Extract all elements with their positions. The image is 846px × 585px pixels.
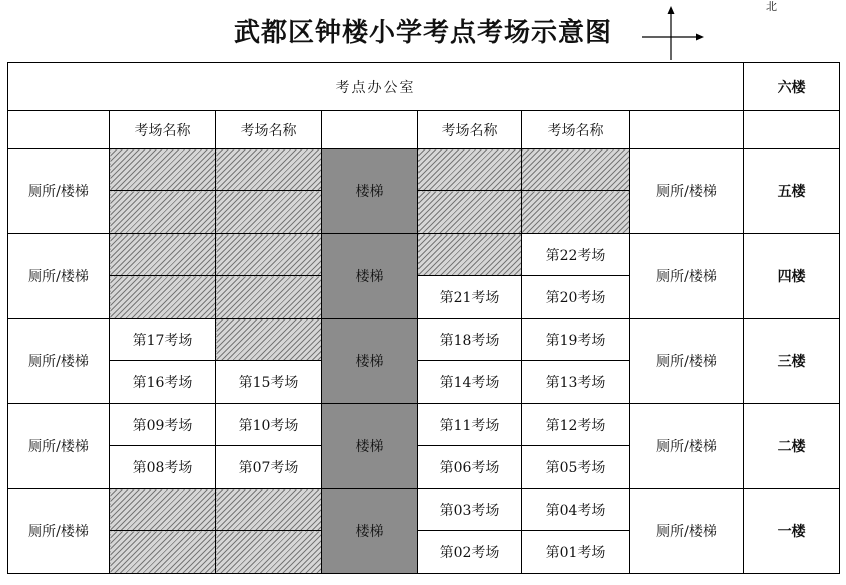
toilet-stairs-left: 厕所/楼梯 [8, 319, 110, 404]
floor-plan-table [7, 62, 840, 574]
exam-room-cell: 第05考场 [522, 446, 630, 489]
floor-label-1: 一楼 [744, 489, 840, 574]
exam-room-cell: 第01考场 [522, 531, 630, 574]
exam-room-cell: 第18考场 [418, 319, 522, 361]
stairwell: 楼梯 [322, 319, 418, 404]
header-room-name: 考场名称 [522, 111, 630, 149]
unused-room [522, 149, 630, 191]
header-empty [744, 111, 840, 149]
office-label: 考点办公室 [8, 63, 744, 111]
north-label: 北 [766, 0, 777, 13]
exam-room-cell: 第16考场 [110, 361, 216, 404]
unused-room [216, 319, 322, 361]
toilet-stairs-right: 厕所/楼梯 [630, 404, 744, 489]
exam-room-cell: 第21考场 [418, 276, 522, 319]
unused-room [216, 489, 322, 531]
toilet-stairs-left: 厕所/楼梯 [8, 149, 110, 234]
exam-room-cell: 第11考场 [418, 404, 522, 446]
exam-room-cell: 第08考场 [110, 446, 216, 489]
toilet-stairs-right: 厕所/楼梯 [630, 489, 744, 574]
stairwell: 楼梯 [322, 234, 418, 319]
floor-3-row-1 [8, 319, 840, 361]
exam-room-cell: 第09考场 [110, 404, 216, 446]
floor-4-row-1 [8, 234, 840, 276]
exam-room-cell: 第02考场 [418, 531, 522, 574]
unused-room [110, 149, 216, 191]
header-empty [322, 111, 418, 149]
page-title: 武都区钟楼小学考点考场示意图 [233, 18, 612, 48]
header-room-name: 考场名称 [418, 111, 522, 149]
toilet-stairs-left: 厕所/楼梯 [8, 404, 110, 489]
unused-room [216, 276, 322, 319]
floor-label-4: 四楼 [744, 234, 840, 319]
toilet-stairs-right: 厕所/楼梯 [630, 234, 744, 319]
exam-room-cell: 第06考场 [418, 446, 522, 489]
exam-room-cell: 第22考场 [522, 234, 630, 276]
unused-room [216, 531, 322, 574]
exam-room-cell: 第10考场 [216, 404, 322, 446]
stairwell: 楼梯 [322, 404, 418, 489]
compass-icon [638, 0, 718, 60]
floor-6-row [8, 63, 840, 111]
exam-room-cell: 第12考场 [522, 404, 630, 446]
header-room-name: 考场名称 [110, 111, 216, 149]
exam-room-cell: 第14考场 [418, 361, 522, 404]
floor-1-row-1 [8, 489, 840, 531]
exam-room-cell: 第17考场 [110, 319, 216, 361]
unused-room [110, 531, 216, 574]
header-room-name: 考场名称 [216, 111, 322, 149]
exam-room-cell: 第13考场 [522, 361, 630, 404]
exam-room-cell: 第07考场 [216, 446, 322, 489]
header-row [8, 111, 840, 149]
exam-room-cell: 第15考场 [216, 361, 322, 404]
floor-label-5: 五楼 [744, 149, 840, 234]
toilet-stairs-left: 厕所/楼梯 [8, 234, 110, 319]
exam-room-cell: 第20考场 [522, 276, 630, 319]
exam-room-cell: 第19考场 [522, 319, 630, 361]
unused-room [216, 149, 322, 191]
unused-room [110, 234, 216, 276]
stairwell: 楼梯 [322, 149, 418, 234]
floor-label-3: 三楼 [744, 319, 840, 404]
unused-room [418, 191, 522, 234]
unused-room [522, 191, 630, 234]
exam-room-cell: 第03考场 [418, 489, 522, 531]
unused-room [216, 191, 322, 234]
floor-5-row-1 [8, 149, 840, 191]
floor-label-2: 二楼 [744, 404, 840, 489]
unused-room [216, 234, 322, 276]
exam-room-cell: 第04考场 [522, 489, 630, 531]
floor-2-row-1 [8, 404, 840, 446]
toilet-stairs-left: 厕所/楼梯 [8, 489, 110, 574]
header-empty [8, 111, 110, 149]
header-empty [630, 111, 744, 149]
unused-room [418, 234, 522, 276]
unused-room [110, 489, 216, 531]
unused-room [110, 276, 216, 319]
toilet-stairs-right: 厕所/楼梯 [630, 149, 744, 234]
floor-label-6: 六楼 [744, 63, 840, 111]
stairwell: 楼梯 [322, 489, 418, 574]
unused-room [110, 191, 216, 234]
toilet-stairs-right: 厕所/楼梯 [630, 319, 744, 404]
unused-room [418, 149, 522, 191]
